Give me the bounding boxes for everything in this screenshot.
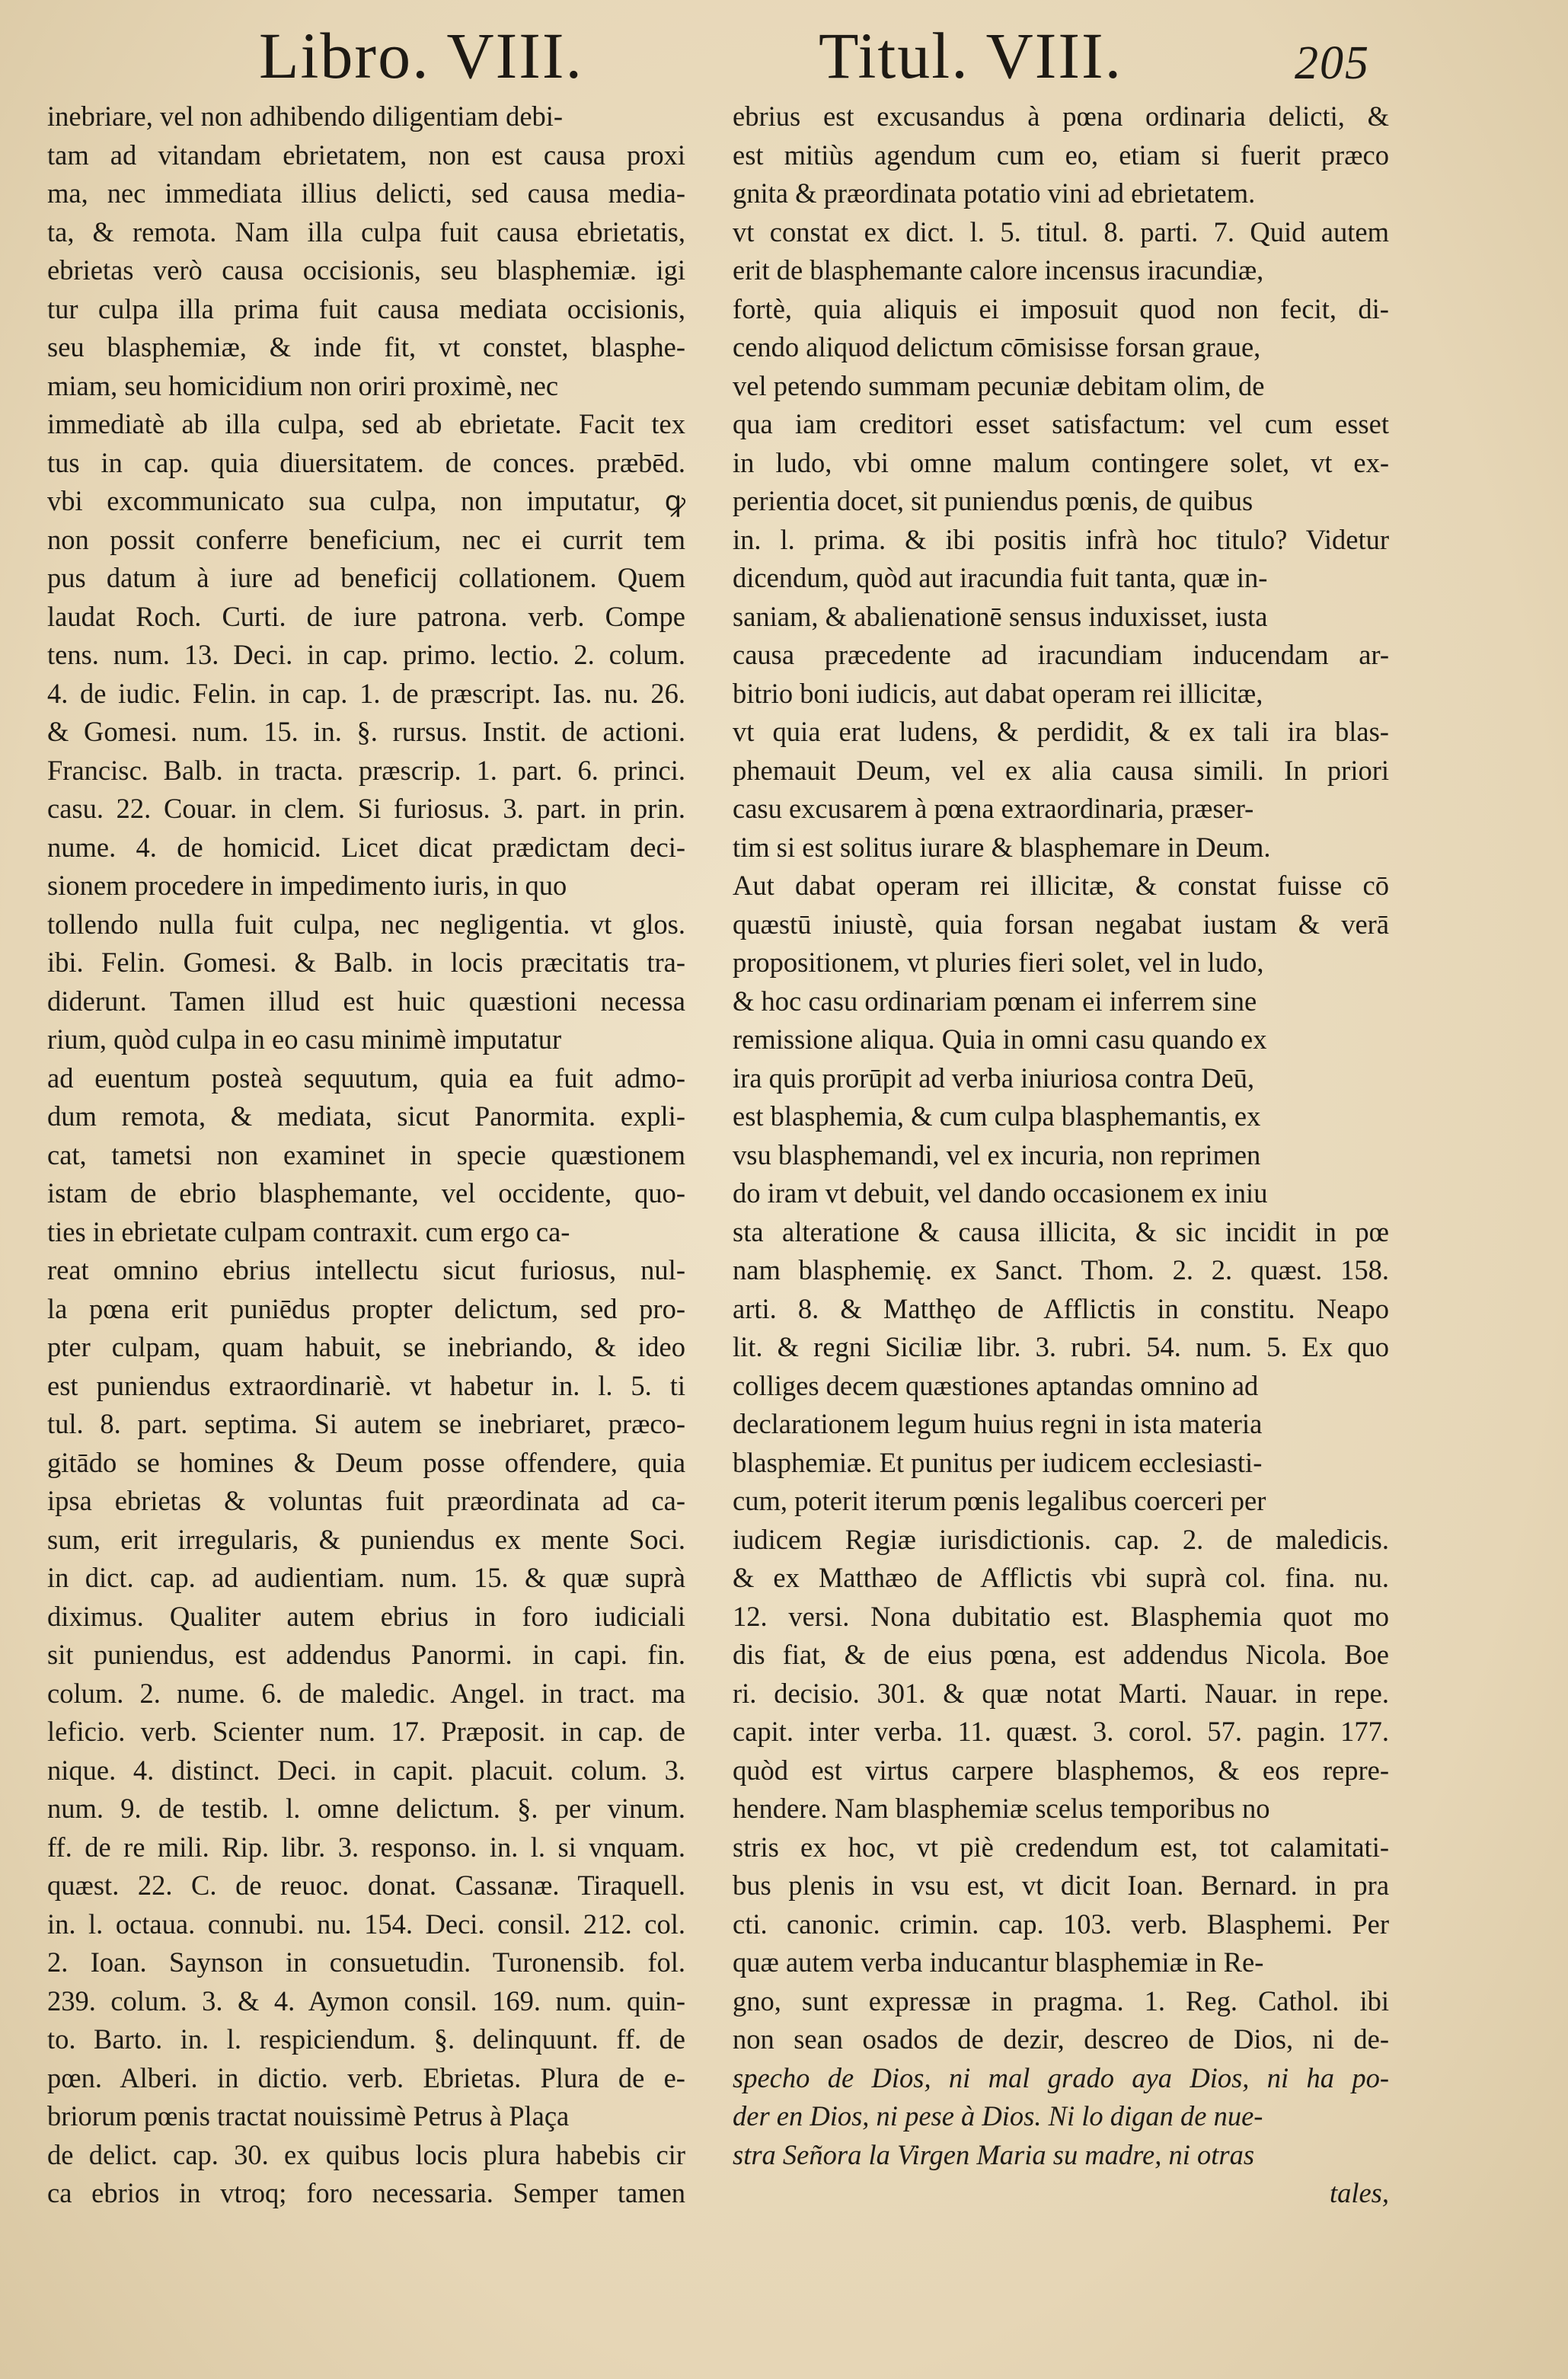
- text-line: iudicem Regiæ iurisdictionis. cap. 2. de maledicis.: [733, 1523, 1389, 1555]
- text-line: pter culpam, quam habuit, se inebriando, & ideo: [47, 1331, 685, 1362]
- text-line: num. 9. de testib. l. omne delictum. §. per vinum.: [47, 1793, 685, 1824]
- text-line: quæ autem verba inducantur blasphemiæ in Re-: [733, 1946, 1264, 1978]
- text-line: lit. & regni Siciliæ libr. 3. rubri. 54. num. 5. Ex quo: [733, 1331, 1389, 1362]
- text-line: specho de Dios, ni mal grado aya Dios, ni ha po-: [733, 2061, 1389, 2093]
- text-line: pus datum à iure ad beneficij collationem. Quem: [47, 562, 685, 593]
- text-line: nume. 4. de homicid. Licet dicat prædictam deci-: [47, 831, 685, 863]
- text-line: ta, & remota. Nam illa culpa fuit causa ebrietatis,: [47, 216, 685, 247]
- left-column: [47, 97, 685, 2213]
- text-line: cum, poterit iterum pœnis legalibus coerceri per: [733, 1485, 1266, 1516]
- text-line: erit de blasphemante calore incensus iracundiæ,: [733, 254, 1264, 286]
- text-line: tens. num. 13. Deci. in cap. primo. lectio. 2. colum.: [47, 639, 685, 670]
- text-line: tollendo nulla fuit culpa, nec negligentia. vt glos.: [47, 908, 685, 940]
- text-line: 12. versi. Nona dubitatio est. Blasphemia quot mo: [733, 1600, 1389, 1632]
- text-line: 239. colum. 3. & 4. Aymon consil. 169. num. quin-: [47, 1985, 685, 2017]
- text-line: ebrietas verò causa occisionis, seu blasphemiæ. igi: [47, 254, 685, 286]
- text-line: diderunt. Tamen illud est huic quæstioni necessa: [47, 985, 685, 1017]
- text-line: to. Barto. in. l. respiciendum. §. delinquunt. ff. de: [47, 2023, 685, 2055]
- text-line: gnita & præordinata potatio vini ad ebrietatem.: [733, 177, 1256, 209]
- text-line: ri. decisio. 301. & quæ notat Marti. Nauar. in repe.: [733, 1677, 1389, 1709]
- text-line: tur culpa illa prima fuit causa mediata occisionis,: [47, 292, 685, 324]
- text-line: ca ebrios in vtroq; foro necessaria. Semper tamen: [47, 2177, 685, 2208]
- text-line: arti. 8. & Matthęo de Afflictis in constitu. Neapo: [733, 1292, 1389, 1324]
- text-line: & ex Matthæo de Afflictis vbi suprà col. fina. nu.: [733, 1562, 1389, 1593]
- text-line: ira quis prorūpit ad verba iniuriosa contra Deū,: [733, 1062, 1255, 1094]
- text-line: vsu blasphemandi, vel ex incuria, non reprimen: [733, 1138, 1261, 1170]
- page-number: 205: [1295, 37, 1370, 89]
- text-line: cendo aliquod delictum cōmisisse forsan graue,: [733, 331, 1261, 362]
- text-line: tus in cap. quia diuersitatem. de conces. præbēd.: [47, 446, 685, 478]
- text-line: tales,: [1329, 2177, 1389, 2208]
- text-line: inebriare, vel non adhibendo diligentiam debi-: [47, 101, 564, 132]
- text-line: vbi excommunicato sua culpa, non imputatur, ꝙ: [47, 485, 685, 516]
- text-line: causa præcedente ad iracundiam inducendam ar-: [733, 639, 1389, 670]
- text-line: la pœna erit puniēdus propter delictum, sed pro-: [47, 1292, 685, 1324]
- text-line: quæst. 22. C. de reuoc. donat. Cassanæ. Tiraquell.: [47, 1870, 685, 1901]
- text-line: dis fiat, & de eius pœna, est addendus Nicola. Boe: [733, 1639, 1389, 1670]
- text-line: sum, erit irregularis, & puniendus ex mente Soci.: [47, 1523, 685, 1555]
- text-line: seu blasphemiæ, & inde fit, vt constet, blasphe-: [47, 331, 685, 362]
- text-line: vt constat ex dict. l. 5. titul. 8. parti. 7. Quid autem: [733, 216, 1389, 247]
- right-column: [733, 97, 1389, 2213]
- text-line: quòd est virtus carpere blasphemos, & eos repre-: [733, 1754, 1389, 1786]
- text-line: ibi. Felin. Gomesi. & Balb. in locis præcitatis tra-: [47, 947, 685, 978]
- text-line: in. l. octaua. connubi. nu. 154. Deci. consil. 212. col.: [47, 1908, 685, 1940]
- running-header: [0, 14, 1568, 97]
- text-line: vel petendo summam pecuniæ debitam olim, de: [733, 369, 1265, 401]
- text-line: sionem procedere in impedimento iuris, in quo: [47, 870, 567, 901]
- text-line: remissione aliqua. Quia in omni casu quando ex: [733, 1023, 1267, 1055]
- text-line: nique. 4. distinct. Deci. in capit. placuit. colum. 3.: [47, 1754, 685, 1786]
- text-line: vt quia erat ludens, & perdidit, & ex tali ira blas-: [733, 716, 1389, 747]
- text-line: diximus. Qualiter autem ebrius in foro iudiciali: [47, 1600, 685, 1632]
- text-line: de delict. cap. 30. ex quibus locis plura habebis cir: [47, 2138, 685, 2170]
- text-line: tam ad vitandam ebrietatem, non est causa proxi: [47, 139, 685, 171]
- text-line: bus plenis in vsu est, vt dicit Ioan. Bernard. in pra: [733, 1870, 1389, 1901]
- text-line: est blasphemia, & cum culpa blasphemantis, ex: [733, 1100, 1261, 1132]
- text-line: capit. inter verba. 11. quæst. 3. corol. 57. pagin. 177.: [733, 1716, 1389, 1747]
- text-line: qua iam creditori esset satisfactum: vel cum esset: [733, 408, 1389, 439]
- text-line: rium, quòd culpa in eo casu minimè imputatur: [47, 1023, 562, 1055]
- text-line: pœn. Alberi. in dictio. verb. Ebrietas. Plura de e-: [47, 2061, 685, 2093]
- text-line: ipsa ebrietas & voluntas fuit præordinata ad ca-: [47, 1485, 685, 1516]
- text-line: immediatè ab illa culpa, sed ab ebrietate. Facit tex: [47, 408, 685, 439]
- text-line: do iram vt debuit, vel dando occasionem ex iniu: [733, 1177, 1268, 1209]
- text-line: sit puniendus, est addendus Panormi. in capi. fin.: [47, 1639, 685, 1670]
- text-line: ma, nec immediata illius delicti, sed causa media-: [47, 177, 685, 209]
- text-line: saniam, & abalienationē sensus induxisset, iusta: [733, 600, 1268, 632]
- text-line: reat omnino ebrius intellectu sicut furiosus, nul-: [47, 1254, 685, 1285]
- text-line: nam blasphemię. ex Sanct. Thom. 2. 2. quæst. 158.: [733, 1254, 1389, 1285]
- text-line: casu excusarem à pœna extraordinaria, præser-: [733, 793, 1254, 824]
- text-line: dum remota, & mediata, sicut Panormita. expli-: [47, 1100, 685, 1132]
- text-line: non possit conferre beneficium, nec ei currit tem: [47, 523, 685, 555]
- text-line: gno, sunt expressæ in pragma. 1. Reg. Cathol. ibi: [733, 1985, 1389, 2017]
- text-line: casu. 22. Couar. in clem. Si furiosus. 3. part. in prin.: [47, 793, 685, 824]
- text-line: colliges decem quæstiones aptandas omnino ad: [733, 1369, 1259, 1401]
- header-book: Libro. VIII.: [259, 19, 584, 92]
- text-line: est puniendus extraordinariè. vt habetur in. l. 5. ti: [47, 1369, 685, 1401]
- text-line: Francisc. Balb. in tracta. præscrip. 1. part. 6. princi.: [47, 754, 685, 786]
- text-line: sta alteratione & causa illicita, & sic incidit in pœ: [733, 1215, 1389, 1247]
- text-line: dicendum, quòd aut iracundia fuit tanta, quæ in-: [733, 562, 1268, 593]
- text-line: est mitiùs agendum cum eo, etiam si fuerit præco: [733, 139, 1389, 171]
- text-line: briorum pœnis tractat nouissimè Petrus à Plaça: [47, 2100, 570, 2132]
- text-line: fortè, quia aliquis ei imposuit quod non fecit, di-: [733, 292, 1389, 324]
- text-line: propositionem, vt pluries fieri solet, vel in ludo,: [733, 947, 1264, 978]
- text-line: miam, seu homicidium non oriri proximè, nec: [47, 369, 559, 401]
- text-line: in. l. prima. & ibi positis infrà hoc titulo? Videtur: [733, 523, 1389, 555]
- text-line: in dict. cap. ad audientiam. num. 15. & quæ suprà: [47, 1562, 685, 1593]
- text-line: 2. Ioan. Saynson in consuetudin. Turonensib. fol.: [47, 1946, 685, 1978]
- text-line: hendere. Nam blasphemiæ scelus temporibus no: [733, 1793, 1270, 1824]
- text-line: istam de ebrio blasphemante, vel occidente, quo-: [47, 1177, 685, 1209]
- text-line: tul. 8. part. septima. Si autem se inebriaret, præco-: [47, 1408, 685, 1439]
- text-line: cat, tametsi non examinet in specie quæstionem: [47, 1138, 685, 1170]
- text-line: quæstū iniustè, quia forsan negabat iustam & verā: [733, 908, 1389, 940]
- text-line: non sean osados de dezir, descreo de Dios, ni de-: [733, 2023, 1389, 2055]
- text-line: der en Dios, ni pese à Dios. Ni lo digan de nue-: [733, 2100, 1263, 2132]
- text-line: colum. 2. nume. 6. de maledic. Angel. in tract. ma: [47, 1677, 685, 1709]
- text-line: gitādo se homines & Deum posse offendere, quia: [47, 1446, 685, 1478]
- text-line: stris ex hoc, vt piè credendum est, tot calamitati-: [733, 1831, 1389, 1863]
- text-line: cti. canonic. crimin. cap. 103. verb. Blasphemi. Per: [733, 1908, 1389, 1940]
- text-line: leficio. verb. Scienter num. 17. Præposit. in cap. de: [47, 1716, 685, 1747]
- text-line: in ludo, vbi omne malum contingere solet, vt ex-: [733, 446, 1389, 478]
- text-line: ad euentum posteà sequutum, quia ea fuit admo-: [47, 1062, 685, 1094]
- text-line: Aut dabat operam rei illicitæ, & constat fuisse cō: [733, 870, 1389, 901]
- text-line: laudat Roch. Curti. de iure patrona. verb. Compe: [47, 600, 685, 632]
- header-title: Titul. VIII.: [819, 19, 1123, 92]
- text-line: blasphemiæ. Et punitus per iudicem ecclesiasti-: [733, 1446, 1263, 1478]
- text-line: perientia docet, sit puniendus pœnis, de quibus: [733, 485, 1253, 516]
- text-line: ties in ebrietate culpam contraxit. cum ergo ca-: [47, 1215, 570, 1247]
- text-line: bitrio boni iudicis, aut dabat operam rei illicitæ,: [733, 677, 1263, 709]
- text-line: & hoc casu ordinariam pœnam ei inferrem sine: [733, 985, 1257, 1017]
- text-line: & Gomesi. num. 15. in. §. rursus. Instit. de actioni.: [47, 716, 685, 747]
- text-line: tim si est solitus iurare & blasphemare in Deum.: [733, 831, 1271, 863]
- text-line: 4. de iudic. Felin. in cap. 1. de præscript. Ias. nu. 26.: [47, 677, 685, 709]
- text-line: declarationem legum huius regni in ista materia: [733, 1408, 1263, 1439]
- text-line: phemauit Deum, vel ex alia causa simili. In priori: [733, 754, 1389, 786]
- text-line: ebrius est excusandus à pœna ordinaria delicti, &: [733, 101, 1389, 132]
- text-line: stra Señora la Virgen Maria su madre, ni otras: [733, 2138, 1255, 2170]
- text-line: ff. de re mili. Rip. libr. 3. responso. in. l. si vnquam.: [47, 1831, 685, 1863]
